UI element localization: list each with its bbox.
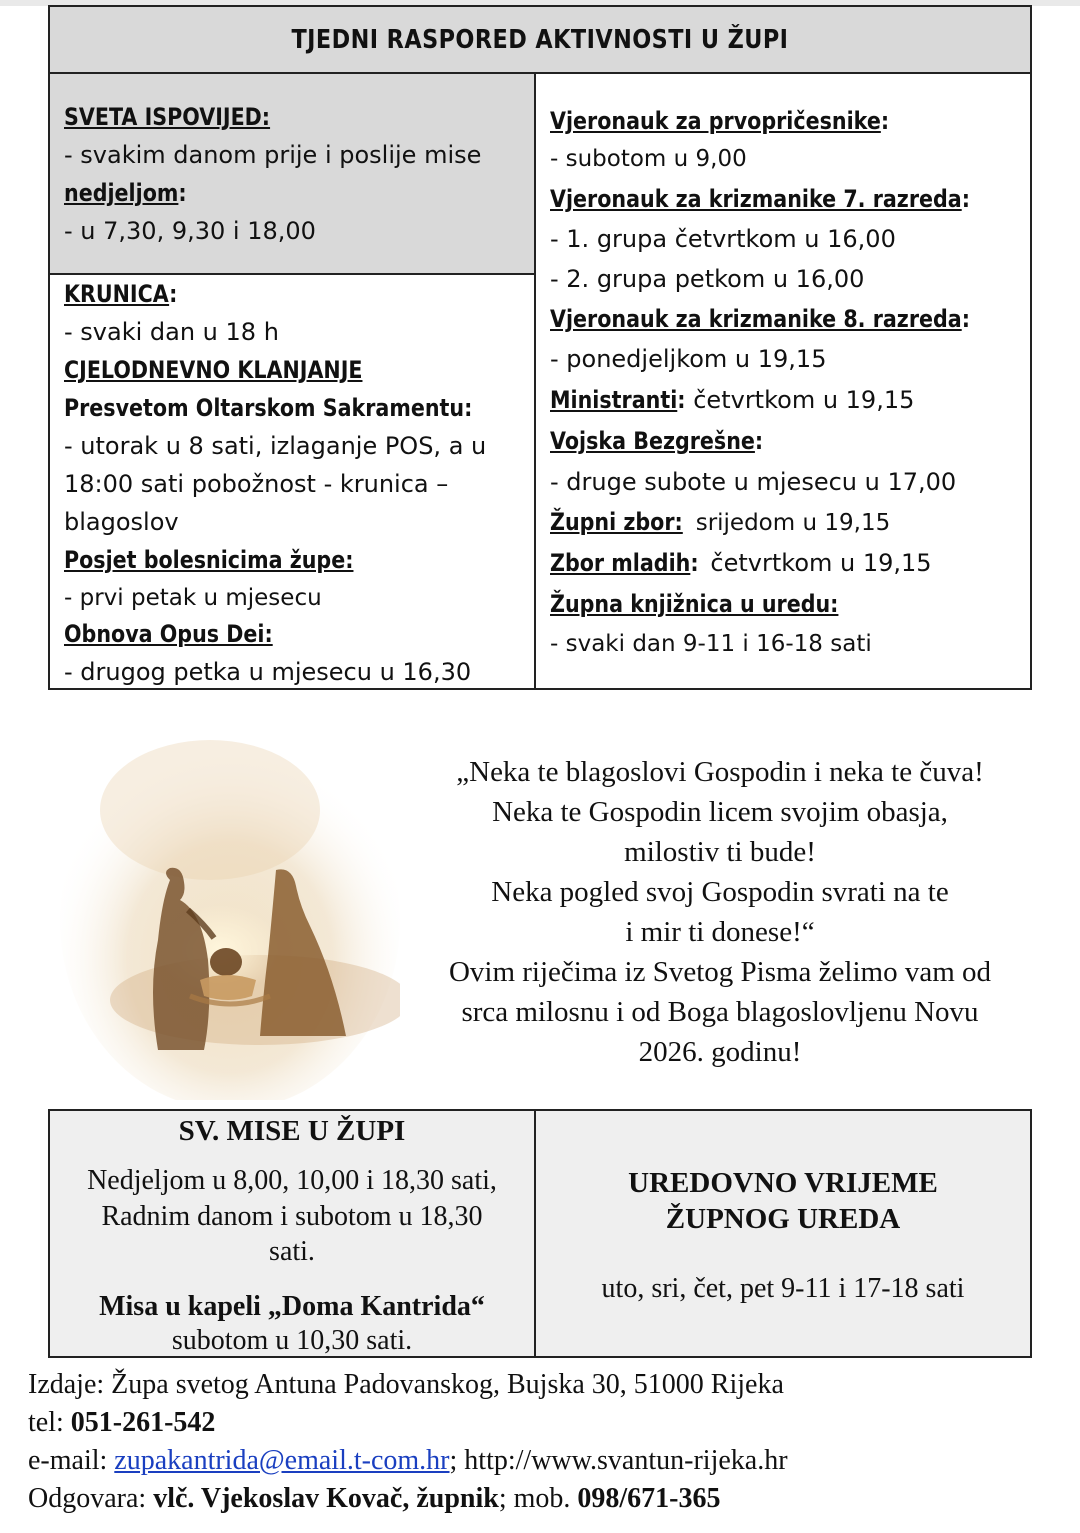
youth-choir-colon: : [690,549,699,577]
confirmation-8-heading: Vjeronauk za krizmanike 8. razreda [550,305,962,333]
adoration-line-3: blagoslov [64,508,179,536]
adoration-line-2: 18:00 sati pobožnost - krunica – [64,470,449,498]
altar-servers-heading: Ministranti [550,386,678,414]
chapel-mass-time: subotom u 10,30 sati. [171,1325,413,1356]
blessing-quote [405,752,1035,1072]
office-hours-times: uto, sri, čet, pet 9-11 i 17-18 sati [601,1273,965,1304]
adoration-heading: CJELODNEVNO KLANJANJE [64,356,363,384]
first-communion-line: - subotom u 9,00 [550,146,747,172]
sunday-colon: : [178,179,187,207]
rosary-colon: : [169,280,178,308]
tel-label: tel: [28,1407,71,1438]
nativity-illustration [60,700,400,1100]
mobile-label: ; mob. [498,1483,578,1514]
army-immaculate-heading: Vojska Bezgrešne [550,427,755,455]
responsible-name: vlč. Vjekoslav Kovač, župnik [153,1483,499,1514]
sick-visit-line: - prvi petak u mjesecu [64,585,322,611]
masses-line-3: sati. [269,1236,315,1267]
confession-section [48,72,536,275]
altar-servers-colon: : [677,386,686,414]
publisher-footer [28,1366,788,1518]
quote-line: 2026. godinu! [638,1036,802,1068]
quote-line: milostiv ti bude! [624,836,816,868]
opus-dei-line: - drugog petka u mjesecu u 16,30 [64,658,472,686]
sunday-times: - u 7,30, 9,30 i 18,00 [64,217,316,245]
quote-line: Ovim riječima iz Svetog Pisma želimo vam od [448,956,992,988]
first-communion-colon: : [880,107,890,135]
confirmation-7-line-1: - 1. grupa četvrtkom u 16,00 [550,225,896,253]
opus-dei-heading: Obnova Opus Dei: [64,620,273,648]
mobile-number: 098/671-365 [577,1483,721,1514]
library-heading: Župna knjižnica u uredu: [550,590,839,618]
devotions-section [48,273,536,690]
confession-heading: SVETA ISPOVIJED: [64,103,271,131]
confession-line: - svakim danom prije i poslije mise [64,141,482,169]
publisher-line: Izdaje: Župa svetog Antuna Padovanskog, Bujska 30, 51000 Rijeka [28,1369,784,1400]
confirmation-7-heading: Vjeronauk za krizmanike 7. razreda [550,185,962,213]
parish-choir-heading: Župni zbor: [550,508,683,536]
office-hours-title-1: UREDOVNO VRIJEME [628,1167,938,1199]
email-link[interactable]: zupakantrida@email.t-com.hr [114,1445,450,1476]
army-immaculate-line: - druge subote u mjesecu u 17,00 [550,468,957,496]
adoration-line-1: - utorak u 8 sati, izlaganje POS, a u [64,432,487,460]
army-immaculate-colon: : [754,427,764,455]
sick-visit-heading: Posjet bolesnicima župe: [64,546,354,574]
altar-servers-time: četvrtkom u 19,15 [685,386,915,414]
masses-title: SV. MISE U ŽUPI [178,1115,406,1147]
catechism-section [534,72,1032,690]
schedule-title: TJEDNI RASPORED AKTIVNOSTI U ŽUPI [291,24,789,55]
office-hours-title-2: ŽUPNOG UREDA [665,1203,901,1235]
responsible-label: Odgovara: [28,1483,154,1514]
quote-line: Neka te Gospodin licem svojim obasja, [492,796,948,828]
quote-line: srca milosnu i od Boga blagoslovljenu Novu [461,996,979,1028]
schedule-header [48,5,1032,74]
youth-choir-time: četvrtkom u 19,15 [702,549,932,577]
library-line: - svaki dan 9-11 i 16-18 sati [550,631,872,657]
sunday-heading: nedjeljom [64,179,179,207]
confirmation-7-colon: : [961,185,970,213]
office-hours-box [534,1109,1032,1358]
quote-line: i mir ti donese!“ [625,916,815,948]
chapel-mass-title: Misa u kapeli „Doma Kantrida“ [99,1291,485,1322]
tel-number: 051-261-542 [70,1407,216,1438]
quote-line: Neka pogled svoj Gospodin svrati na te [491,876,949,908]
email-label: e-mail: [28,1445,115,1476]
youth-choir-heading: Zbor mladih [550,549,691,577]
masses-line-1: Nedjeljom u 8,00, 10,00 i 18,30 sati, [87,1165,497,1196]
masses-box [48,1109,536,1358]
confirmation-8-line: - ponedjeljkom u 19,15 [550,345,827,373]
parish-choir-time: srijedom u 19,15 [688,510,891,536]
rosary-heading: KRUNICA [64,280,170,308]
website: ; http://www.svantun-rijeka.hr [449,1445,788,1476]
rosary-line: - svaki dan u 18 h [64,318,279,346]
confirmation-7-line-2: - 2. grupa petkom u 16,00 [550,265,865,293]
first-communion-heading: Vjeronauk za prvopričesnike [550,107,881,135]
adoration-subheading: Presvetom Oltarskom Sakramentu: [64,394,473,422]
confirmation-8-colon: : [961,305,970,333]
masses-line-2: Radnim danom i subotom u 18,30 [101,1201,483,1232]
quote-line: „Neka te blagoslovi Gospodin i neka te čuva! [456,756,984,788]
